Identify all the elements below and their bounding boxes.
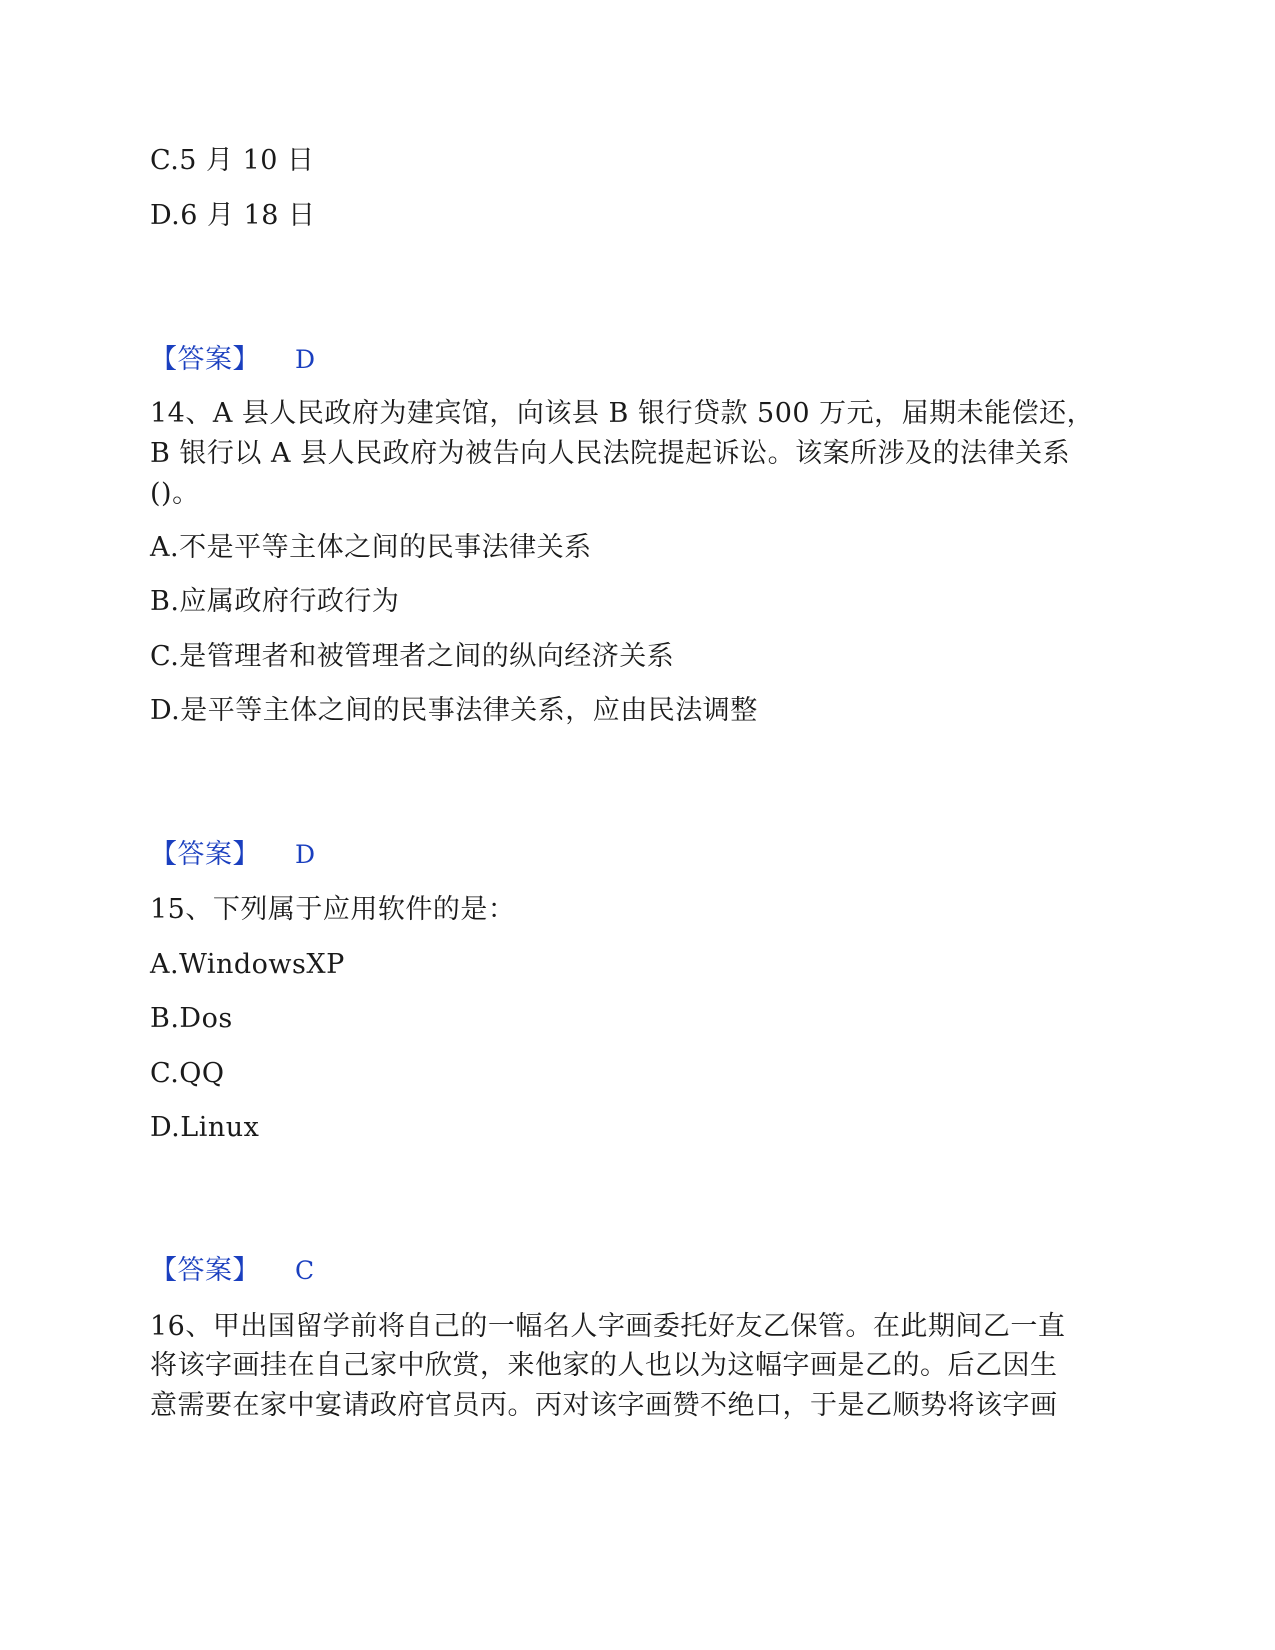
q15-option-d: D.Linux [150, 1112, 260, 1143]
q16-stem-line-3: 意需要在家中宴请政府官员丙。丙对该字画赞不绝口，于是乙顺势将该字画 [150, 1390, 1058, 1421]
q13-answer [150, 340, 316, 380]
answer-value: C [295, 1256, 315, 1285]
q14-option-c: C.是管理者和被管理者之间的纵向经济关系 [150, 641, 675, 672]
answer-value: D [295, 345, 316, 374]
q15-stem: 15、下列属于应用软件的是： [150, 894, 516, 925]
q13-option-c: C.5 月 10 日 [150, 145, 315, 176]
answer-label: 【答案】 [150, 344, 260, 375]
q16-stem-line-2: 将该字画挂在自己家中欣赏，来他家的人也以为这幅字画是乙的。后乙因生 [150, 1350, 1058, 1381]
q15-option-c: C.QQ [150, 1058, 225, 1089]
q14-option-a: A.不是平等主体之间的民事法律关系 [150, 532, 592, 563]
q14-answer [150, 835, 316, 875]
answer-label: 【答案】 [150, 1255, 260, 1286]
q15-answer [150, 1251, 315, 1291]
q14-option-d: D.是平等主体之间的民事法律关系，应由民法调整 [150, 695, 758, 726]
q14-stem-line-2: B 银行以 A 县人民政府为被告向人民法院提起诉讼。该案所涉及的法律关系 [150, 438, 1071, 469]
answer-label: 【答案】 [150, 839, 260, 870]
q14-option-b: B.应属政府行政行为 [150, 586, 400, 617]
q14-stem-line-1: 14、A 县人民政府为建宾馆，向该县 B 银行贷款 500 万元，届期未能偿还， [150, 398, 1095, 429]
q16-stem-line-1: 16、甲出国留学前将自己的一幅名人字画委托好友乙保管。在此期间乙一直 [150, 1311, 1066, 1342]
q14-stem-line-3: ()。 [150, 478, 200, 509]
q15-option-a: A.WindowsXP [150, 949, 345, 980]
q13-option-d: D.6 月 18 日 [150, 200, 316, 231]
answer-value: D [295, 840, 316, 869]
q15-option-b: B.Dos [150, 1003, 233, 1034]
